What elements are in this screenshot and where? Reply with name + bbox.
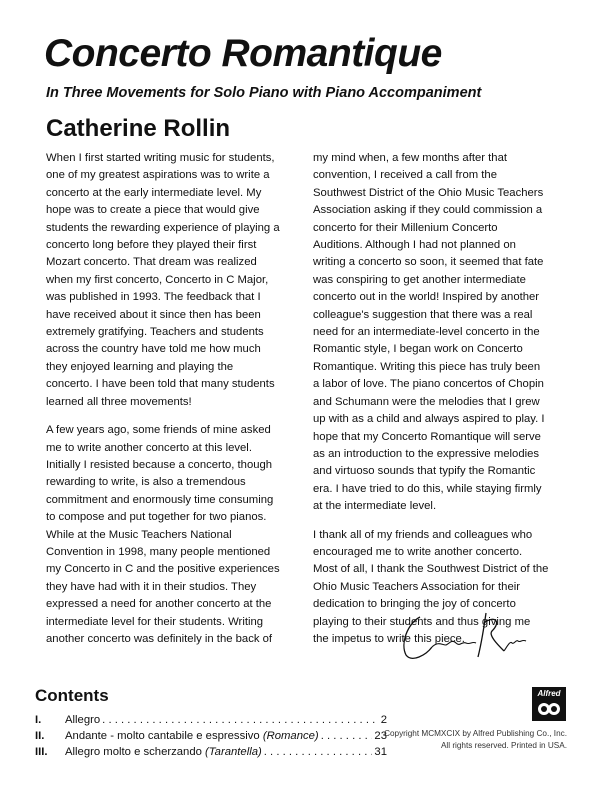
copyright-notice [384,728,567,752]
contents-heading: Contents [35,686,109,705]
movement-number: II. [35,730,45,742]
movement-title: Andante - molto cantabile e espressivo [65,730,260,742]
dot-leader [102,712,379,728]
page-number: 23 [374,730,387,742]
paragraph-4: I thank all of my friends and colleagues who encouraged me to write another concerto. Most of all, I thank the Southwest District of the Ohio Music Teachers Association for their dedication to bringing the joy of concerto playing to their students and thus giving me the impetus to write this piece. [313,528,549,645]
movement-subtitle: (Romance) [262,730,319,742]
contents-item [35,744,387,760]
dot-leader [321,728,373,744]
page-number: 2 [380,714,387,726]
contents-list [35,712,387,760]
rights-line: All rights reserved. Printed in USA. [440,741,567,750]
logo-emblem [534,699,564,719]
dot-leader [264,744,373,760]
page-subtitle: In Three Movements for Solo Piano with Piano Accompaniment [46,85,482,101]
page-title: Concerto Romantique [44,32,442,75]
left-column [46,150,282,659]
movement-title: Allegro molto e scherzando [65,746,202,758]
right-column [313,150,549,659]
author-name: Catherine Rollin [46,115,231,142]
logo-word: Alfred [534,689,564,699]
contents-item [35,712,387,728]
movement-number: I. [35,714,42,726]
movement-title: Allegro [65,714,101,726]
paragraph-1: When I first started writing music for students, one of my greatest aspirations was to write a concerto at the early intermediate level. My hope was to create a piece that would give students the rewarding experience of playing a concerto long before they played their first Mozart concerto. That dream was realized when my first concerto, Concerto in C Major, was published in 1993. The feedback that I have received about it since then has been extremely gratifying. Teachers and students across the country have told me how much they enjoyed learning and playing the concerto. I have been told that many students learned all three movements! [46,152,280,408]
paragraph-2: A few years ago, some friends of mine asked me to write another concerto at this level. Initially I resisted because a concerto, though rewarding to write, is also a tremendous commitment and enormously time consuming to compose and put together for two pianos. While at the Music Teachers National Convention in 1998, many people mentioned my Concerto in C and the positive experiences they have had with it in their studios. They expressed a need for another concerto at the intermediate level for their students. Writing another concerto was definitely in the back of [46,424,280,645]
paragraph-3: my mind when, a few months after that convention, I received a call from the Southwest District of the Ohio Music Teachers Association asking if they could commission a concerto for their Millenium Concerto Auditions. Although I had not planned on writing a concerto so soon, it seemed that fate was conspiring to get another intermediate concerto out in the world! Inspired by another colleague's suggestion that there was a real need for an intermediate-level concerto in the Romantic style, I began work on Concerto Romantique. Writing this piece has truly been a labor of love. The piano concertos of Chopin and Schumann were the melodies that I grew up with as a child and always aspired to play. I hope that my Concerto Romantique will serve as an introduction to the expressive melodies and virtuoso sounds that typify the Romantic era. I have tried to do this, while staying firmly at the intermediate level. [313,152,545,513]
signature [398,605,528,665]
movement-subtitle: (Tarantella) [205,746,262,758]
contents-item [35,728,387,744]
movement-number: III. [35,746,48,758]
alfred-logo-icon [532,687,566,721]
copyright-line: Copyright MCMXCIX by Alfred Publishing Co., Inc. [384,729,567,738]
page-number: 31 [374,746,387,758]
